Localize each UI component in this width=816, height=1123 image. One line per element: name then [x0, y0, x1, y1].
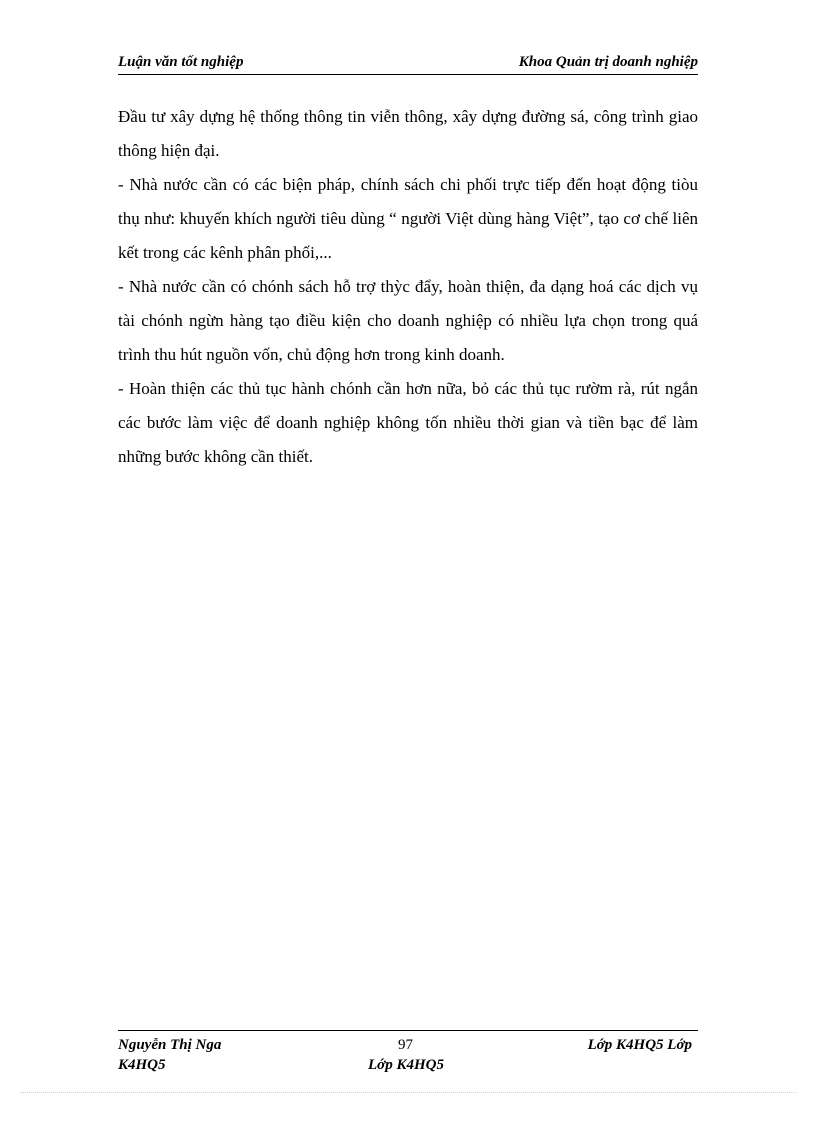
page-footer: [118, 1030, 698, 1079]
paragraph-4: - Hoàn thiện các thủ tục hành chónh cần hơn nữa, bỏ các thủ tục rườm rà, rút ngắn các bước làm việc để doanh nghiệp không tốn nhiều thời gian và tiền bạc để làm những bước không cần thiết.: [118, 379, 698, 466]
footer-page-number: 97: [398, 1037, 413, 1053]
paragraph-2: - Nhà nước cần có các biện pháp, chính sách chi phối trực tiếp đến hoạt động tiòu thụ như: khuyến khích người tiêu dùng “ người Việt dùng hàng Việt”, tạo cơ chế liên kết trong các kênh phân phối,...: [118, 175, 698, 262]
page-edge-divider: [20, 1092, 796, 1093]
footer-class-center-line2: Lớp K4HQ5: [368, 1057, 444, 1073]
header-thesis-title: Luận văn tốt nghiệp: [118, 54, 244, 70]
footer-author: Nguyễn Thị Nga: [118, 1037, 222, 1053]
footer-class-right: Lớp K4HQ5 Lớp: [587, 1037, 692, 1053]
paragraph-1: Đầu tư xây dựng hệ thống thông tin viễn thông, xây dựng đường sá, công trình giao thông hiện đại.: [118, 107, 698, 160]
header-faculty: Khoa Quản trị doanh nghiệp: [518, 54, 698, 70]
page-header: [118, 52, 698, 75]
body-text: [118, 100, 698, 474]
paragraph-3: - Nhà nước cần có chónh sách hỗ trợ thỳc đẩy, hoàn thiện, đa dạng hoá các dịch vụ tài chónh ngừn hàng tạo điều kiện cho doanh nghiệp có nhiều lựa chọn trong quá trình thu hút nguồn vốn, chủ động hơn trong kinh doanh.: [118, 277, 698, 364]
footer-class-left-line2: K4HQ5: [118, 1057, 166, 1073]
